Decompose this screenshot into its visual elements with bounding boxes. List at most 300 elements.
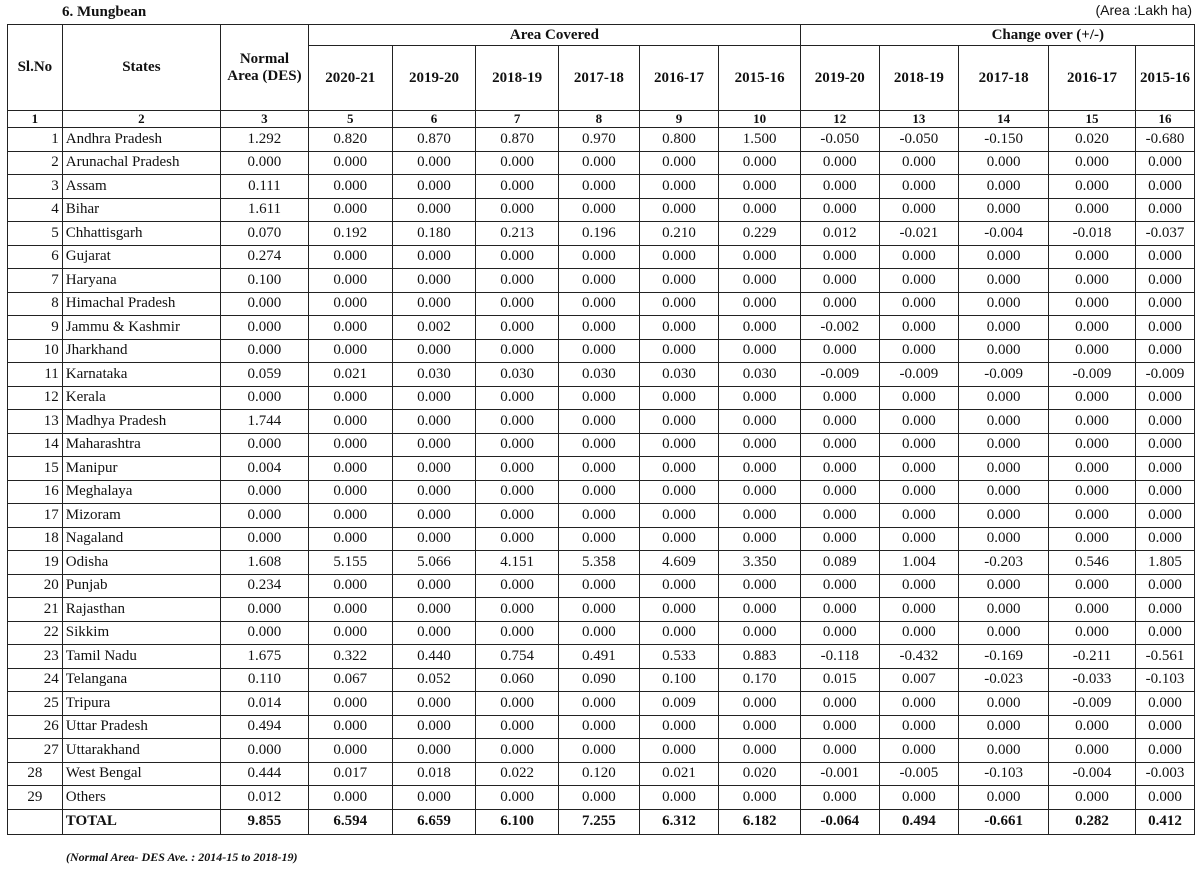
row-value: 0.000 [1135,786,1194,810]
row-value: 0.004 [220,457,308,481]
row-value: -0.050 [879,128,959,152]
row-value: 0.000 [392,739,476,763]
row-value: 0.000 [879,433,959,457]
row-value: -0.118 [800,645,879,669]
row-value: 0.000 [639,339,719,363]
row-value: 0.546 [1049,551,1136,575]
header-states: States [62,25,220,111]
row-value: 0.000 [1049,786,1136,810]
row-value: 0.000 [800,386,879,410]
row-value: 0.000 [392,245,476,269]
row-value: -0.103 [1135,668,1194,692]
table-row [8,668,1195,692]
row-value: 0.000 [476,339,559,363]
row-value: -0.009 [1049,363,1136,387]
row-value: 0.000 [639,480,719,504]
row-value: 0.000 [308,151,392,175]
row-value: 0.000 [639,739,719,763]
row-value: 0.000 [220,621,308,645]
row-value: 0.000 [308,292,392,316]
header-change-year: 2017-18 [959,46,1049,111]
row-value: 0.000 [308,339,392,363]
row-value: 0.000 [392,692,476,716]
row-value: 0.000 [800,245,879,269]
row-state-name: Sikkim [62,621,220,645]
row-value: 0.022 [476,762,559,786]
row-value: 0.030 [476,363,559,387]
row-value: 0.000 [220,151,308,175]
row-value: 0.000 [1135,598,1194,622]
row-state-name: Assam [62,175,220,199]
row-value: 0.000 [800,621,879,645]
row-value: 0.030 [719,363,801,387]
table-row [8,739,1195,763]
row-value: 0.000 [559,621,640,645]
row-value: 0.192 [308,222,392,246]
row-value: 0.000 [1135,621,1194,645]
table-row [8,198,1195,222]
table-row [8,715,1195,739]
table-row [8,762,1195,786]
row-state-name: Others [62,786,220,810]
row-value: 0.870 [476,128,559,152]
row-state-name: Odisha [62,551,220,575]
row-value: 0.000 [719,739,801,763]
row-value: 0.000 [1135,574,1194,598]
row-value: 0.000 [308,598,392,622]
row-value: -0.021 [879,222,959,246]
row-value: 0.000 [1049,480,1136,504]
table-row [8,480,1195,504]
row-value: 0.000 [719,504,801,528]
table-row [8,574,1195,598]
row-sl-no: 21 [8,598,63,622]
row-value: 0.000 [392,433,476,457]
row-value: 0.000 [559,410,640,434]
row-sl-no: 20 [8,574,63,598]
row-value: 0.000 [476,527,559,551]
row-value: 0.000 [879,410,959,434]
row-value: 0.000 [639,527,719,551]
row-value: 4.151 [476,551,559,575]
header-row-group [8,25,1195,46]
row-sl-no: 28 [8,762,63,786]
row-value: 0.491 [559,645,640,669]
row-value: 0.000 [719,457,801,481]
row-state-name: Maharashtra [62,433,220,457]
row-value: 0.000 [1049,621,1136,645]
row-sl-no: 27 [8,739,63,763]
row-value: 0.000 [1135,151,1194,175]
row-value: 0.000 [476,410,559,434]
row-value: 0.000 [879,269,959,293]
row-value: 0.000 [879,786,959,810]
row-value: 0.000 [308,574,392,598]
row-value: 0.000 [308,715,392,739]
row-sl-no: 9 [8,316,63,340]
row-state-name: Tripura [62,692,220,716]
footnote: (Normal Area- DES Ave. : 2014-15 to 2018-19) [66,850,298,864]
row-value: -0.009 [959,363,1049,387]
row-sl-no: 11 [8,363,63,387]
row-value: 0.000 [800,598,879,622]
column-number: 2 [62,111,220,128]
column-number: 3 [220,111,308,128]
row-value: 0.000 [879,198,959,222]
column-number: 8 [559,111,640,128]
row-value: 0.000 [719,433,801,457]
row-value: 0.000 [800,692,879,716]
row-value: 0.000 [476,504,559,528]
row-value: 0.067 [308,668,392,692]
row-value: 1.500 [719,128,801,152]
total-value: 0.494 [879,809,959,834]
row-value: 0.000 [392,786,476,810]
row-value: 0.000 [879,316,959,340]
row-value: 0.000 [308,410,392,434]
row-value: 0.000 [879,480,959,504]
row-value: 0.000 [1135,316,1194,340]
row-value: 0.000 [1135,269,1194,293]
row-value: 0.000 [559,574,640,598]
row-value: 0.440 [392,645,476,669]
row-state-name: Bihar [62,198,220,222]
row-value: 0.000 [800,527,879,551]
row-sl-no: 19 [8,551,63,575]
row-value: 0.000 [800,292,879,316]
row-value: 0.000 [719,527,801,551]
row-value: 0.018 [392,762,476,786]
row-value: 0.000 [1049,316,1136,340]
row-value: -0.033 [1049,668,1136,692]
row-value: 0.000 [476,386,559,410]
row-value: 0.000 [959,198,1049,222]
row-value: 0.000 [476,269,559,293]
table-row [8,433,1195,457]
row-value: 0.000 [1135,739,1194,763]
row-value: 0.120 [559,762,640,786]
row-value: 0.000 [879,151,959,175]
row-value: 0.000 [639,245,719,269]
row-value: 0.000 [308,269,392,293]
row-sl-no: 14 [8,433,63,457]
row-value: 0.000 [559,433,640,457]
row-value: 0.021 [639,762,719,786]
row-sl-no: 8 [8,292,63,316]
unit-note: (Area :Lakh ha) [1095,2,1192,18]
row-value: 0.000 [308,457,392,481]
row-value: 0.000 [959,410,1049,434]
row-value: 0.000 [959,292,1049,316]
table-row [8,410,1195,434]
column-number: 7 [476,111,559,128]
row-value: 0.000 [1049,433,1136,457]
row-sl-no: 6 [8,245,63,269]
row-value: 0.000 [559,598,640,622]
row-value: 0.000 [639,292,719,316]
row-value: 0.000 [1135,504,1194,528]
row-value: 0.017 [308,762,392,786]
row-value: -0.432 [879,645,959,669]
row-value: 0.000 [220,739,308,763]
row-value: 0.000 [559,316,640,340]
row-sl-no: 13 [8,410,63,434]
row-value: -0.023 [959,668,1049,692]
row-value: 0.000 [476,151,559,175]
row-value: 0.000 [800,269,879,293]
row-value: 0.000 [879,739,959,763]
row-value: 0.196 [559,222,640,246]
row-value: 0.000 [959,598,1049,622]
row-value: 0.000 [559,504,640,528]
row-value: 0.000 [1135,386,1194,410]
row-value: 0.000 [639,198,719,222]
row-value: 0.015 [800,668,879,692]
row-value: 0.000 [800,175,879,199]
row-value: 0.000 [476,245,559,269]
row-state-name: Manipur [62,457,220,481]
row-value: 0.000 [476,175,559,199]
row-value: 0.000 [959,269,1049,293]
row-sl-no: 17 [8,504,63,528]
row-state-name: Madhya Pradesh [62,410,220,434]
row-value: 0.000 [220,316,308,340]
row-value: 0.000 [800,339,879,363]
row-value: -0.005 [879,762,959,786]
row-value: 0.000 [392,175,476,199]
row-value: 0.000 [308,621,392,645]
row-value: 0.000 [1135,715,1194,739]
row-state-name: Karnataka [62,363,220,387]
row-value: -0.004 [959,222,1049,246]
row-state-name: Arunachal Pradesh [62,151,220,175]
row-state-name: West Bengal [62,762,220,786]
row-value: 0.000 [392,269,476,293]
row-value: 0.000 [1135,410,1194,434]
row-value: 0.000 [308,198,392,222]
total-value: 0.282 [1049,809,1136,834]
row-value: 0.000 [308,175,392,199]
row-value: 0.000 [559,151,640,175]
row-value: -0.150 [959,128,1049,152]
row-value: 0.000 [559,786,640,810]
row-value: 0.000 [1049,339,1136,363]
row-sl-no: 2 [8,151,63,175]
row-sl-no: 10 [8,339,63,363]
header-area-year: 2016-17 [639,46,719,111]
row-value: 0.000 [1135,527,1194,551]
row-value: 0.000 [308,504,392,528]
row-value: 0.000 [959,786,1049,810]
row-value: 0.000 [879,504,959,528]
row-value: 0.000 [559,269,640,293]
table-row [8,316,1195,340]
row-value: 0.000 [719,692,801,716]
row-value: 0.000 [800,739,879,763]
row-value: 0.000 [879,292,959,316]
row-value: 0.000 [639,457,719,481]
row-value: -0.680 [1135,128,1194,152]
row-value: 0.000 [1135,692,1194,716]
row-value: 0.000 [1049,198,1136,222]
table-body [8,111,1195,835]
row-value: 0.000 [639,598,719,622]
row-value: 0.000 [959,527,1049,551]
column-number: 1 [8,111,63,128]
row-value: 0.000 [719,410,801,434]
row-value: 0.000 [879,715,959,739]
column-number: 14 [959,111,1049,128]
row-value: 1.675 [220,645,308,669]
row-value: 0.000 [719,480,801,504]
row-value: 0.000 [879,621,959,645]
row-value: 0.000 [476,715,559,739]
row-value: 0.000 [800,198,879,222]
row-value: 5.358 [559,551,640,575]
row-value: 1.608 [220,551,308,575]
table-row [8,692,1195,716]
row-value: 1.611 [220,198,308,222]
row-value: 0.000 [559,527,640,551]
row-value: -0.050 [800,128,879,152]
row-value: 0.234 [220,574,308,598]
table-row [8,363,1195,387]
row-value: 0.000 [879,339,959,363]
row-value: 0.000 [308,739,392,763]
row-state-name: Nagaland [62,527,220,551]
row-value: 0.000 [719,316,801,340]
page-title: 6. Mungbean [62,4,147,20]
row-value: 0.000 [220,480,308,504]
row-value: -0.203 [959,551,1049,575]
row-value: 0.000 [959,504,1049,528]
header-change-year: 2018-19 [879,46,959,111]
row-value: 1.805 [1135,551,1194,575]
row-value: 0.210 [639,222,719,246]
row-value: 0.170 [719,668,801,692]
table-row [8,551,1195,575]
row-value: 0.000 [476,621,559,645]
row-value: 1.744 [220,410,308,434]
row-state-name: Chhattisgarh [62,222,220,246]
row-value: 0.000 [392,292,476,316]
row-state-name: Jammu & Kashmir [62,316,220,340]
row-value: 0.000 [476,292,559,316]
header-area-year: 2015-16 [719,46,801,111]
row-value: 0.000 [959,339,1049,363]
row-state-name: Andhra Pradesh [62,128,220,152]
row-value: 0.000 [1135,198,1194,222]
row-value: 0.000 [392,527,476,551]
total-value: 6.594 [308,809,392,834]
row-value: 0.000 [639,386,719,410]
row-value: 0.000 [879,598,959,622]
row-value: 0.000 [1135,245,1194,269]
row-value: 0.000 [959,692,1049,716]
row-value: 0.000 [392,410,476,434]
total-label: TOTAL [62,809,220,834]
column-number: 15 [1049,111,1136,128]
row-state-name: Uttar Pradesh [62,715,220,739]
row-value: 0.000 [719,151,801,175]
row-sl-no: 24 [8,668,63,692]
table-row [8,386,1195,410]
row-value: -0.001 [800,762,879,786]
table-row [8,786,1195,810]
row-value: 0.000 [1049,151,1136,175]
header-normal-area: Normal Area (DES) [220,25,308,111]
table-row [8,245,1195,269]
row-sl-no: 12 [8,386,63,410]
table-row [8,457,1195,481]
row-value: 0.014 [220,692,308,716]
row-value: 0.000 [959,386,1049,410]
row-value: 0.000 [719,715,801,739]
row-sl-no: 25 [8,692,63,716]
row-value: 0.000 [392,457,476,481]
row-value: 0.000 [1049,715,1136,739]
table-row [8,222,1195,246]
row-value: 0.000 [959,433,1049,457]
row-value: 0.000 [639,410,719,434]
row-value: 0.000 [308,433,392,457]
row-value: 0.000 [719,269,801,293]
row-value: 0.012 [800,222,879,246]
row-value: 0.030 [559,363,640,387]
row-state-name: Meghalaya [62,480,220,504]
row-value: 0.000 [1049,410,1136,434]
row-value: 0.009 [639,692,719,716]
row-value: 0.000 [959,316,1049,340]
row-value: 0.000 [1049,457,1136,481]
row-value: 0.110 [220,668,308,692]
row-value: 0.059 [220,363,308,387]
table-row [8,151,1195,175]
row-value: -0.211 [1049,645,1136,669]
row-value: 0.000 [639,175,719,199]
row-value: 5.155 [308,551,392,575]
row-value: 0.000 [476,786,559,810]
header-change-year: 2016-17 [1049,46,1136,111]
row-value: -0.009 [1135,363,1194,387]
row-value: 0.000 [220,504,308,528]
row-state-name: Himachal Pradesh [62,292,220,316]
row-sl-no: 1 [8,128,63,152]
total-sl-blank [8,809,63,834]
row-value: 0.000 [392,574,476,598]
row-value: 0.000 [639,316,719,340]
row-value: 0.030 [639,363,719,387]
row-value: 0.000 [220,339,308,363]
row-value: 0.820 [308,128,392,152]
row-value: 0.012 [220,786,308,810]
table-row [8,128,1195,152]
row-value: 0.000 [308,386,392,410]
row-value: 0.000 [1135,433,1194,457]
row-value: 0.000 [959,151,1049,175]
row-value: 0.444 [220,762,308,786]
row-value: 0.000 [559,292,640,316]
row-sl-no: 18 [8,527,63,551]
row-value: 1.292 [220,128,308,152]
row-value: 0.000 [1135,339,1194,363]
row-state-name: Uttarakhand [62,739,220,763]
row-value: 0.000 [1049,504,1136,528]
row-value: -0.003 [1135,762,1194,786]
header-sl-no: Sl.No [8,25,63,111]
row-value: 0.000 [1049,386,1136,410]
row-value: 0.000 [392,621,476,645]
